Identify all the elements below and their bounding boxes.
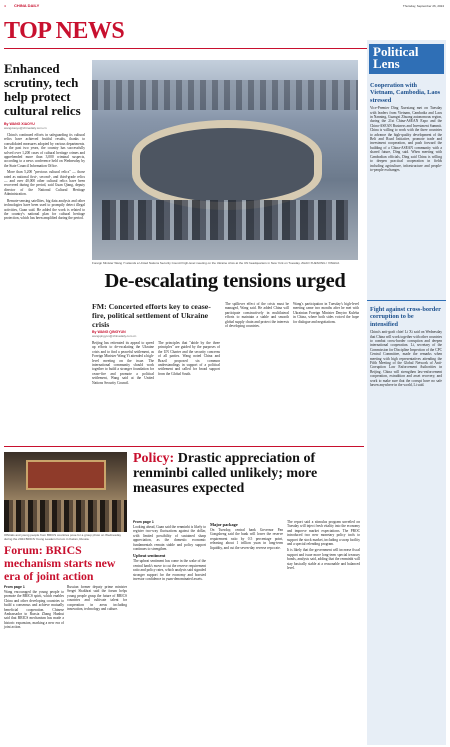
political-lens-item: [370, 82, 442, 172]
photo-stage: [26, 460, 106, 490]
paper-name: CHINA DAILY: [14, 3, 40, 8]
heritage-body: [4, 133, 85, 221]
main-photo-caption: Foreign Minister Wang Yi attends a United Nations Security Council high-level meeting on the Ukraine crisis at the UN headquarters in New York on Tuesday. ZHAO XUESONG / XINHUA: [92, 261, 340, 265]
main-col-1: [92, 330, 220, 385]
date-line: Thursday, September 26, 2024: [402, 4, 444, 8]
main-body-4: Wang's participation in Tuesday's high-level meeting came two months after he met with Ukrainian Foreign Minister Dmytro Kuleba in China, where both sides voiced the hope for dialogue and negotiations.: [293, 302, 359, 324]
section-title: TOP NEWS: [4, 18, 125, 44]
political-lens-item-body: Vice-Premier Ding Xuexiang met on Tuesday with leaders from Vietnam, Cambodia and Laos in Nanning, Guangxi Zhuang autonomous region, during the 21st China-ASEAN Expo and the China-ASEAN Business and Investment Summit. China is willing to work with the three countries to advance the high-quality development of the Belt and Road Initiative, promote trade and investment cooperation, and push forward the building of a China-ASEAN community with a shared future, Ding said. When meeting with Cambodian officials, Ding said China is willing to deepen practical cooperation in fields including agriculture, infrastructure and people-to-people exchanges.: [370, 106, 442, 172]
political-lens-item-title: Cooperation with Vietnam, Cambodia, Laos stressed: [370, 82, 441, 104]
policy-body-5: It is likely that the government will increase fiscal support and issue more long-term special treasury bonds, analysts said, adding that the renminbi will stay basically stable at a reasonable and balanced level.: [287, 548, 360, 571]
main-subhead: FM: Concerted efforts key to cease-fire, political settlement of Ukraine crisis: [92, 302, 211, 330]
heritage-headline: Enhanced scrutiny, tech help protect cultural relics: [4, 61, 81, 118]
heritage-paragraph: More than 5,200 "precious cultural relics" — those rated as national first-, second-, and third-grade relics — and over 40,000 other cultural relics have been recovered during the period, said Guan Qiang, deputy director of the National Cultural Heritage Administration.: [4, 170, 85, 197]
heritage-story: [4, 62, 85, 223]
political-lens-item-body: China's anti-graft chief Li Xi said on Wednesday that China will work together with other countries to combat cross-border corruption and deepen international cooperation. Li, secretary of the Commission for Discipline Inspection of the CPC Central Committee, made the remarks when meeting with high representatives attending the Fifth Meeting of the Global Network of Anti-Corruption Law Enforcement Authorities in Beijing. China will strengthen law-enforcement cooperation, extradition and asset recovery, and work to make sure that the corrupt have no safe haven anywhere in the world, Li said.: [370, 330, 442, 388]
main-headline: De-escalating tensions urged: [104, 270, 346, 292]
forum-body: Wang encouraged the young people to promote the BRICS spirit, which enables China and other developing countries to build a consensus and achieve mutually beneficial cooperation. Chinese Ambassador to Russia Zhang Hanhui said that BRICS mechanism has made a historic expansion, marking a new era of joint action.: [4, 590, 64, 630]
main-email[interactable]: wangqingyun@chinadaily.com.cn: [92, 334, 137, 338]
political-lens-title-2: Lens: [373, 56, 400, 71]
policy-headline: Drastic appreciation of renminbi called unlikely; more measures expected: [133, 451, 318, 496]
forum-col-1: [4, 585, 64, 630]
policy-body-4: The report said a stimulus program unveiled on Tuesday will inject fresh vitality into the economy and improve market expectations. The PBOC introduced two new monetary policy tools to support the stock market, including a swap facility and a special relending program.: [287, 520, 360, 547]
policy-subheading: Upbeat sentiment: [133, 553, 166, 559]
policy-subheading: Major package: [210, 522, 238, 527]
main-photo: [92, 60, 358, 260]
forum-intro: From page 1: [4, 585, 25, 589]
political-lens-divider: [367, 300, 446, 301]
political-lens-item: [370, 306, 442, 388]
political-lens-header: [369, 44, 444, 74]
main-byline: By WANG QINGYUN: [92, 330, 126, 334]
main-body-2: The principles that "abide by the three principles" are guided by the purposes of the UN Charter and the security concerns of all parties. Wang noted China and Brazil proposed six common understandings in support of a political settlement and called for broad support from the Global South.: [158, 341, 220, 376]
photo-foreground-delegates: [102, 200, 348, 240]
heritage-paragraph: China's continued efforts in safeguarding its cultural relics have achieved fruitful results, thanks to consolidated measures adopted by various departments. In the past two years, the country has successfully solved over 1,200 cases of cultural heritage crimes and apprehended more than 3,000 criminal suspects, according to a news conference held on Wednesday by the State Council Information Office.: [4, 133, 85, 168]
forum-body-2: Russian former deputy prime minister Sergei Shakhrai said the forum helps young people grasp the future of BRICS countries and cultivate talent for cooperation in areas including innovation, technology and culture.: [67, 585, 127, 612]
policy-col-3: [287, 520, 360, 570]
forum-headline: Forum: BRICS mechanism starts new era of joint action: [4, 543, 116, 583]
policy-col-1: [133, 520, 206, 581]
policy-tag: Policy:: [133, 451, 175, 466]
heritage-email[interactable]: wangxiaoyu@chinadaily.com.cn: [4, 126, 47, 130]
heritage-paragraph: Remote-sensing satellites, big data analysis and other technologies have been used to promptly detect illegal activities, Guan said. He added the work is related to the country's national plan for cultural heritage protection, which has been amplified during the period.: [4, 198, 85, 221]
section-rule: [4, 446, 364, 447]
heritage-byline: By WANG XIAOYU: [4, 122, 35, 126]
page-number: 4: [4, 4, 6, 8]
policy-col-2: [210, 520, 283, 550]
photo-audience: [4, 500, 127, 532]
main-body-3: The spillover effect of the crisis must be managed, Wang said. He added China will participate constructively in multilateral efforts to maintain a stable and smooth global supply chain and protect the interests of developing countries.: [225, 302, 289, 329]
forum-photo-caption: Officials and young people from BRICS countries pose for a group photo on Wednesday during the 2024 BRICS Young Leaders Forum in Kazan, Russia.: [4, 533, 121, 541]
policy-body-2: The upbeat sentiment has come in the wake of the central bank's move to cut the reserve requirement ratio and policy rates, which analysts said signaled stronger support for the economy and boosted investor confidence in yuan-denominated assets.: [133, 559, 206, 582]
photo-council-table: [132, 120, 322, 210]
political-lens-item-title: Fight against cross-border corruption to be intensified: [370, 306, 441, 328]
policy-intro: From page 1: [133, 520, 154, 524]
forum-photo: [4, 452, 127, 532]
main-body-1: Beijing has reiterated its appeal to speed up efforts to de-escalating the Ukraine crisis and to find a peaceful settlement, as Foreign Minister Wang Yi attended a high-level meeting on the issue. The international community should work together to build a stronger foundation for cease-fire and promote a political settlement, Wang said at the United Nations Security Council.: [92, 341, 154, 385]
photo-background-delegates: [92, 80, 358, 110]
policy-headline-block: [133, 451, 361, 496]
policy-body-3: On Tuesday, central bank Governor Pan Gongsheng said the bank will lower the reserve requirement ratio by 0.5 percentage point, releasing about 1 trillion yuan in long-term liquidity, and cut the seven-day reverse repo rate.: [210, 528, 283, 550]
policy-body: Looking ahead, Guan said the renminbi is likely to register two-way fluctuations against the dollar, with limited possibility of sustained sharp appreciation, as the domestic economic fundamentals remain stable and policy support continues to strengthen.: [133, 525, 206, 552]
political-lens-title-1: Political: [373, 44, 419, 59]
